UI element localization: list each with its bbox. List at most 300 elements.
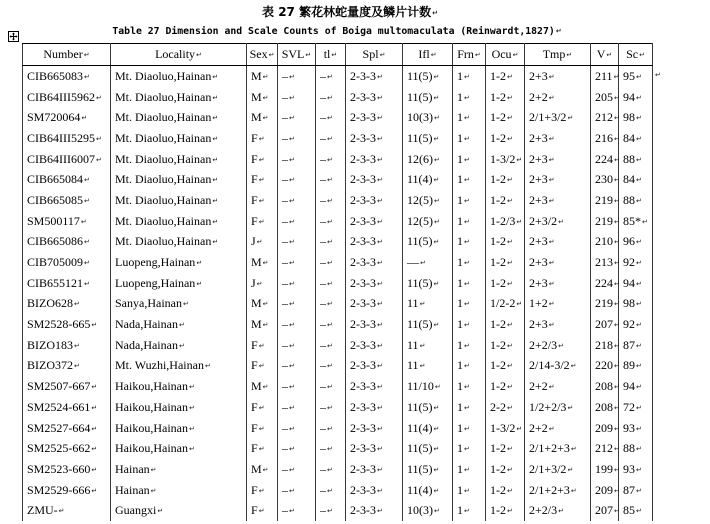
cell-ifl: 11(5) ↵ (403, 438, 453, 459)
cell-v: 213 ↵ (591, 252, 619, 273)
cell-tl: – ↵ (316, 128, 346, 149)
cell-tmp: 2+2 ↵ (525, 376, 591, 397)
table-row (23, 376, 653, 397)
cell-frn: 1 ↵ (453, 190, 486, 211)
cell-spl: 2-3-3 ↵ (346, 107, 403, 128)
cell-frn: 1 ↵ (453, 356, 486, 377)
cell-tl: – ↵ (316, 480, 346, 501)
row-end-mark (654, 69, 661, 80)
cell-ocu: 1-3/2 ↵ (486, 418, 525, 439)
cell-tl: – ↵ (316, 232, 346, 253)
cell-v: 230 ↵ (591, 169, 619, 190)
cell-sc: 94 ↵ (619, 87, 653, 108)
cell-locality: Mt. Diaoluo,Hainan ↵ (111, 190, 247, 211)
cell-number: ZMU- ↵ (23, 500, 111, 521)
cell-sc: 95 ↵ (619, 66, 653, 87)
cell-sex: J ↵ (247, 273, 278, 294)
cell-spl: 2-3-3 ↵ (346, 418, 403, 439)
table-row (23, 500, 653, 521)
cell-tl: – ↵ (316, 87, 346, 108)
cell-ifl: 11/10 ↵ (403, 376, 453, 397)
cell-v: 212 ↵ (591, 107, 619, 128)
cell-frn: 1 ↵ (453, 149, 486, 170)
cell-sex: F ↵ (247, 500, 278, 521)
cell-locality: Luopeng,Hainan ↵ (111, 273, 247, 294)
cell-tmp: 2/1+3/2 ↵ (525, 459, 591, 480)
cell-ifl: 11 ↵ (403, 294, 453, 315)
cell-ifl: 11(4) ↵ (403, 169, 453, 190)
cell-spl: 2-3-3 ↵ (346, 459, 403, 480)
cell-tmp: 2+3 ↵ (525, 169, 591, 190)
column-header-ocu: Ocu ↵ (486, 44, 525, 66)
cell-locality: Mt. Diaoluo,Hainan ↵ (111, 87, 247, 108)
cell-number: CIB64III5962 ↵ (23, 87, 111, 108)
cell-svl: – ↵ (278, 314, 316, 335)
cell-spl: 2-3-3 ↵ (346, 211, 403, 232)
cell-sex: M ↵ (247, 252, 278, 273)
cell-spl: 2-3-3 ↵ (346, 376, 403, 397)
cell-locality: Hainan ↵ (111, 459, 247, 480)
cell-ocu: 1-2 ↵ (486, 128, 525, 149)
cell-ifl: 11(4) ↵ (403, 480, 453, 501)
column-header-spl: Spl ↵ (346, 44, 403, 66)
cell-v: 199 ↵ (591, 459, 619, 480)
cell-locality: Mt. Diaoluo,Hainan ↵ (111, 66, 247, 87)
scale-count-table (22, 43, 653, 521)
cell-svl: – ↵ (278, 232, 316, 253)
cell-ocu: 1-2 ↵ (486, 356, 525, 377)
cell-ifl: — ↵ (403, 252, 453, 273)
cell-number: BIZO183 ↵ (23, 335, 111, 356)
cell-ifl: 11 ↵ (403, 356, 453, 377)
cell-frn: 1 ↵ (453, 314, 486, 335)
table-row (23, 252, 653, 273)
cell-number: CIB64III5295 ↵ (23, 128, 111, 149)
cell-number: BIZO372 ↵ (23, 356, 111, 377)
cell-ocu: 1-2 ↵ (486, 438, 525, 459)
cell-sex: F ↵ (247, 149, 278, 170)
cell-svl: – ↵ (278, 128, 316, 149)
cell-number: SM720064 ↵ (23, 107, 111, 128)
cell-sex: F ↵ (247, 211, 278, 232)
cell-number: SM2523-660 ↵ (23, 459, 111, 480)
cell-ocu: 1-2 ↵ (486, 66, 525, 87)
cell-locality: Nada,Hainan ↵ (111, 314, 247, 335)
cell-locality: Sanya,Hainan ↵ (111, 294, 247, 315)
cell-spl: 2-3-3 ↵ (346, 335, 403, 356)
cell-tl: – ↵ (316, 211, 346, 232)
column-header-svl: SVL ↵ (278, 44, 316, 66)
cell-ocu: 1-2 ↵ (486, 376, 525, 397)
cell-ocu: 2-2 ↵ (486, 397, 525, 418)
cell-sex: F ↵ (247, 190, 278, 211)
cell-number: CIB665086 ↵ (23, 232, 111, 253)
cell-sex: F ↵ (247, 480, 278, 501)
cell-svl: – ↵ (278, 190, 316, 211)
table-row (23, 418, 653, 439)
table-header-row (23, 44, 653, 66)
cell-locality: Haikou,Hainan ↵ (111, 418, 247, 439)
table-row (23, 190, 653, 211)
table-row (23, 438, 653, 459)
table-body (23, 66, 653, 522)
cell-tmp: 2+3 ↵ (525, 273, 591, 294)
cell-sc: 87 ↵ (619, 480, 653, 501)
cell-sc: 85 ↵ (619, 500, 653, 521)
cell-sc: 88 ↵ (619, 190, 653, 211)
cell-locality: Mt. Diaoluo,Hainan ↵ (111, 128, 247, 149)
cell-ocu: 1-2/3 ↵ (486, 211, 525, 232)
cell-tl: – ↵ (316, 376, 346, 397)
cell-sc: 87 ↵ (619, 335, 653, 356)
table-row (23, 273, 653, 294)
cell-tmp: 2+2/3 ↵ (525, 335, 591, 356)
table-row (23, 149, 653, 170)
cell-svl: – ↵ (278, 149, 316, 170)
cell-tmp: 2+3 ↵ (525, 314, 591, 335)
cell-sc: 72 ↵ (619, 397, 653, 418)
cell-v: 224 ↵ (591, 273, 619, 294)
cell-tl: – ↵ (316, 169, 346, 190)
cell-sc: 96 ↵ (619, 232, 653, 253)
cell-locality: Mt. Wuzhi,Hainan ↵ (111, 356, 247, 377)
cell-frn: 1 ↵ (453, 500, 486, 521)
cell-sc: 92 ↵ (619, 314, 653, 335)
cell-tmp: 2+3 ↵ (525, 66, 591, 87)
table-caption-english: Table 27 Dimension and Scale Counts of Boiga multomaculata (Reinwardt,1827) ↵ (22, 23, 652, 40)
cell-spl: 2-3-3 ↵ (346, 438, 403, 459)
table-row (23, 314, 653, 335)
cell-sex: F ↵ (247, 128, 278, 149)
table-row (23, 169, 653, 190)
cell-v: 205 ↵ (591, 87, 619, 108)
cell-sex: F ↵ (247, 438, 278, 459)
cell-sex: F ↵ (247, 335, 278, 356)
cell-sc: 88 ↵ (619, 438, 653, 459)
cell-number: SM2528-665 ↵ (23, 314, 111, 335)
cell-sex: M ↵ (247, 107, 278, 128)
table-row (23, 128, 653, 149)
cell-ocu: 1-2 ↵ (486, 335, 525, 356)
cell-tmp: 2/1+2+3 ↵ (525, 480, 591, 501)
cell-ocu: 1-2 ↵ (486, 500, 525, 521)
cell-tmp: 2+3 ↵ (525, 128, 591, 149)
cell-tl: – ↵ (316, 356, 346, 377)
cell-v: 211 ↵ (591, 66, 619, 87)
cell-tl: – ↵ (316, 314, 346, 335)
cell-sc: 98 ↵ (619, 294, 653, 315)
column-header-tl: tl ↵ (316, 44, 346, 66)
cell-v: 208 ↵ (591, 376, 619, 397)
cell-v: 212 ↵ (591, 438, 619, 459)
cell-tl: – ↵ (316, 149, 346, 170)
table-row (23, 87, 653, 108)
cell-frn: 1 ↵ (453, 273, 486, 294)
cell-frn: 1 ↵ (453, 459, 486, 480)
cell-tl: – ↵ (316, 335, 346, 356)
table-row (23, 459, 653, 480)
cell-sc: 84 ↵ (619, 169, 653, 190)
cell-ifl: 12(5) ↵ (403, 211, 453, 232)
table-row (23, 107, 653, 128)
cell-ocu: 1-2 ↵ (486, 273, 525, 294)
cell-number: SM2527-664 ↵ (23, 418, 111, 439)
cell-frn: 1 ↵ (453, 169, 486, 190)
cell-number: BIZO628 ↵ (23, 294, 111, 315)
cell-ifl: 11(4) ↵ (403, 418, 453, 439)
table-row (23, 356, 653, 377)
cell-locality: Mt. Diaoluo,Hainan ↵ (111, 211, 247, 232)
cell-number: SM2507-667 ↵ (23, 376, 111, 397)
cell-v: 207 ↵ (591, 314, 619, 335)
cell-frn: 1 ↵ (453, 438, 486, 459)
cell-locality: Hainan ↵ (111, 480, 247, 501)
cell-locality: Haikou,Hainan ↵ (111, 376, 247, 397)
cell-sc: 94 ↵ (619, 273, 653, 294)
cell-svl: – ↵ (278, 356, 316, 377)
cell-sex: M ↵ (247, 314, 278, 335)
column-header-sc: Sc ↵ (619, 44, 653, 66)
cell-tmp: 1/2+2/3 ↵ (525, 397, 591, 418)
cell-sex: M ↵ (247, 459, 278, 480)
cell-spl: 2-3-3 ↵ (346, 252, 403, 273)
cell-v: 218 ↵ (591, 335, 619, 356)
cell-spl: 2-3-3 ↵ (346, 87, 403, 108)
cell-svl: – ↵ (278, 211, 316, 232)
cell-svl: – ↵ (278, 418, 316, 439)
table-row (23, 480, 653, 501)
cell-frn: 1 ↵ (453, 107, 486, 128)
cell-tl: – ↵ (316, 500, 346, 521)
table-caption-chinese: 表 27 繁花林蛇量度及鳞片计数 ↵ (0, 3, 700, 22)
cell-spl: 2-3-3 ↵ (346, 273, 403, 294)
cell-v: 219 ↵ (591, 190, 619, 211)
cell-locality: Nada,Hainan ↵ (111, 335, 247, 356)
cell-svl: – ↵ (278, 87, 316, 108)
cell-frn: 1 ↵ (453, 211, 486, 232)
column-header-number: Number ↵ (23, 44, 111, 66)
cell-svl: – ↵ (278, 335, 316, 356)
cell-tl: – ↵ (316, 418, 346, 439)
cell-ocu: 1-2 ↵ (486, 459, 525, 480)
cell-frn: 1 ↵ (453, 294, 486, 315)
cell-svl: – ↵ (278, 397, 316, 418)
cell-frn: 1 ↵ (453, 252, 486, 273)
cell-locality: Haikou,Hainan ↵ (111, 438, 247, 459)
cell-sc: 92 ↵ (619, 252, 653, 273)
cell-sex: F ↵ (247, 169, 278, 190)
table-row (23, 211, 653, 232)
cell-tl: – ↵ (316, 294, 346, 315)
cell-tl: – ↵ (316, 66, 346, 87)
table-row (23, 66, 653, 87)
cell-svl: – ↵ (278, 500, 316, 521)
cell-frn: 1 ↵ (453, 128, 486, 149)
column-header-tmp: Tmp ↵ (525, 44, 591, 66)
cell-sex: F ↵ (247, 418, 278, 439)
cell-locality: Haikou,Hainan ↵ (111, 397, 247, 418)
cell-svl: – ↵ (278, 107, 316, 128)
cell-number: CIB705009 ↵ (23, 252, 111, 273)
cell-tl: – ↵ (316, 107, 346, 128)
cell-tl: – ↵ (316, 252, 346, 273)
cell-number: CIB665085 ↵ (23, 190, 111, 211)
cell-frn: 1 ↵ (453, 232, 486, 253)
table-row (23, 232, 653, 253)
cell-sc: 94 ↵ (619, 376, 653, 397)
cell-number: CIB665084 ↵ (23, 169, 111, 190)
cell-tl: – ↵ (316, 459, 346, 480)
column-header-locality: Locality ↵ (111, 44, 247, 66)
cell-frn: 1 ↵ (453, 335, 486, 356)
cell-tmp: 2/1+2+3 ↵ (525, 438, 591, 459)
cell-sc: 93 ↵ (619, 418, 653, 439)
cell-ifl: 10(3) ↵ (403, 107, 453, 128)
table-row (23, 397, 653, 418)
cell-tmp: 2+3 ↵ (525, 190, 591, 211)
cell-ifl: 11 ↵ (403, 335, 453, 356)
cell-frn: 1 ↵ (453, 480, 486, 501)
cell-v: 220 ↵ (591, 356, 619, 377)
cell-sex: F ↵ (247, 397, 278, 418)
cell-frn: 1 ↵ (453, 418, 486, 439)
cell-frn: 1 ↵ (453, 87, 486, 108)
cell-frn: 1 ↵ (453, 376, 486, 397)
cell-ocu: 1-2 ↵ (486, 232, 525, 253)
table-move-handle-icon[interactable] (8, 31, 19, 42)
cell-sex: J ↵ (247, 232, 278, 253)
cell-tmp: 2+2 ↵ (525, 87, 591, 108)
cell-v: 219 ↵ (591, 294, 619, 315)
column-header-sex: Sex ↵ (247, 44, 278, 66)
cell-spl: 2-3-3 ↵ (346, 149, 403, 170)
cell-locality: Mt. Diaoluo,Hainan ↵ (111, 169, 247, 190)
cell-spl: 2-3-3 ↵ (346, 232, 403, 253)
cell-ifl: 12(6) ↵ (403, 149, 453, 170)
cell-v: 207 ↵ (591, 500, 619, 521)
cell-sc: 85* ↵ (619, 211, 653, 232)
column-header-ifl: Ifl ↵ (403, 44, 453, 66)
cell-spl: 2-3-3 ↵ (346, 500, 403, 521)
cell-v: 216 ↵ (591, 128, 619, 149)
cell-sc: 89 ↵ (619, 356, 653, 377)
cell-tl: – ↵ (316, 273, 346, 294)
cell-tmp: 2+2/3 ↵ (525, 500, 591, 521)
cell-spl: 2-3-3 ↵ (346, 190, 403, 211)
cell-ifl: 11(5) ↵ (403, 128, 453, 149)
cell-v: 224 ↵ (591, 149, 619, 170)
cell-svl: – ↵ (278, 169, 316, 190)
cell-number: CIB665083 ↵ (23, 66, 111, 87)
column-header-frn: Frn ↵ (453, 44, 486, 66)
cell-sc: 93 ↵ (619, 459, 653, 480)
cell-v: 219 ↵ (591, 211, 619, 232)
cell-tmp: 2/14-3/2 ↵ (525, 356, 591, 377)
cell-number: CIB655121 ↵ (23, 273, 111, 294)
cell-v: 208 ↵ (591, 397, 619, 418)
cell-svl: – ↵ (278, 294, 316, 315)
cell-spl: 2-3-3 ↵ (346, 128, 403, 149)
cell-spl: 2-3-3 ↵ (346, 314, 403, 335)
cell-ocu: 1/2-2 ↵ (486, 294, 525, 315)
cell-ifl: 11(5) ↵ (403, 273, 453, 294)
cell-spl: 2-3-3 ↵ (346, 480, 403, 501)
cell-spl: 2-3-3 ↵ (346, 397, 403, 418)
cell-tl: – ↵ (316, 438, 346, 459)
cell-number: SM2524-661 ↵ (23, 397, 111, 418)
cell-sc: 88 ↵ (619, 149, 653, 170)
cell-sc: 98 ↵ (619, 107, 653, 128)
cell-ocu: 1-2 ↵ (486, 107, 525, 128)
cell-spl: 2-3-3 ↵ (346, 356, 403, 377)
cell-tl: – ↵ (316, 190, 346, 211)
cell-frn: 1 ↵ (453, 66, 486, 87)
cell-ifl: 12(5) ↵ (403, 190, 453, 211)
cell-svl: – ↵ (278, 480, 316, 501)
cell-svl: – ↵ (278, 252, 316, 273)
cell-ifl: 11(5) ↵ (403, 397, 453, 418)
cell-v: 209 ↵ (591, 480, 619, 501)
cell-svl: – ↵ (278, 273, 316, 294)
cell-ifl: 11(5) ↵ (403, 314, 453, 335)
cell-ocu: 1-2 ↵ (486, 169, 525, 190)
cell-svl: – ↵ (278, 459, 316, 480)
cell-svl: – ↵ (278, 438, 316, 459)
cell-number: SM500117 ↵ (23, 211, 111, 232)
cell-ocu: 1-2 ↵ (486, 252, 525, 273)
cell-locality: Mt. Diaoluo,Hainan ↵ (111, 149, 247, 170)
cell-spl: 2-3-3 ↵ (346, 294, 403, 315)
cell-ifl: 11(5) ↵ (403, 87, 453, 108)
cell-frn: 1 ↵ (453, 397, 486, 418)
cell-sex: M ↵ (247, 66, 278, 87)
cell-locality: Mt. Diaoluo,Hainan ↵ (111, 232, 247, 253)
cell-sex: M ↵ (247, 376, 278, 397)
cell-ifl: 11(5) ↵ (403, 459, 453, 480)
cell-ocu: 1-2 ↵ (486, 480, 525, 501)
cell-tmp: 2+3/2 ↵ (525, 211, 591, 232)
cell-svl: – ↵ (278, 66, 316, 87)
cell-sex: M ↵ (247, 87, 278, 108)
cell-number: CIB64III6007 ↵ (23, 149, 111, 170)
cell-tmp: 2+3 ↵ (525, 232, 591, 253)
cell-ifl: 11(5) ↵ (403, 232, 453, 253)
table-row (23, 294, 653, 315)
cell-locality: Guangxi ↵ (111, 500, 247, 521)
column-header-v: V ↵ (591, 44, 619, 66)
cell-tmp: 1+2 ↵ (525, 294, 591, 315)
cell-v: 209 ↵ (591, 418, 619, 439)
cell-sex: F ↵ (247, 356, 278, 377)
cell-sex: M ↵ (247, 294, 278, 315)
cell-tmp: 2+2 ↵ (525, 418, 591, 439)
cell-ocu: 1-3/2 ↵ (486, 149, 525, 170)
cell-tmp: 2+3 ↵ (525, 252, 591, 273)
cell-svl: – ↵ (278, 376, 316, 397)
cell-locality: Mt. Diaoluo,Hainan ↵ (111, 107, 247, 128)
cell-ifl: 10(3) ↵ (403, 500, 453, 521)
table-row (23, 335, 653, 356)
cell-locality: Luopeng,Hainan ↵ (111, 252, 247, 273)
cell-spl: 2-3-3 ↵ (346, 66, 403, 87)
cell-v: 210 ↵ (591, 232, 619, 253)
cell-spl: 2-3-3 ↵ (346, 169, 403, 190)
cell-tmp: 2/1+3/2 ↵ (525, 107, 591, 128)
cell-tl: – ↵ (316, 397, 346, 418)
cell-ocu: 1-2 ↵ (486, 87, 525, 108)
cell-tmp: 2+3 ↵ (525, 149, 591, 170)
cell-ocu: 1-2 ↵ (486, 190, 525, 211)
